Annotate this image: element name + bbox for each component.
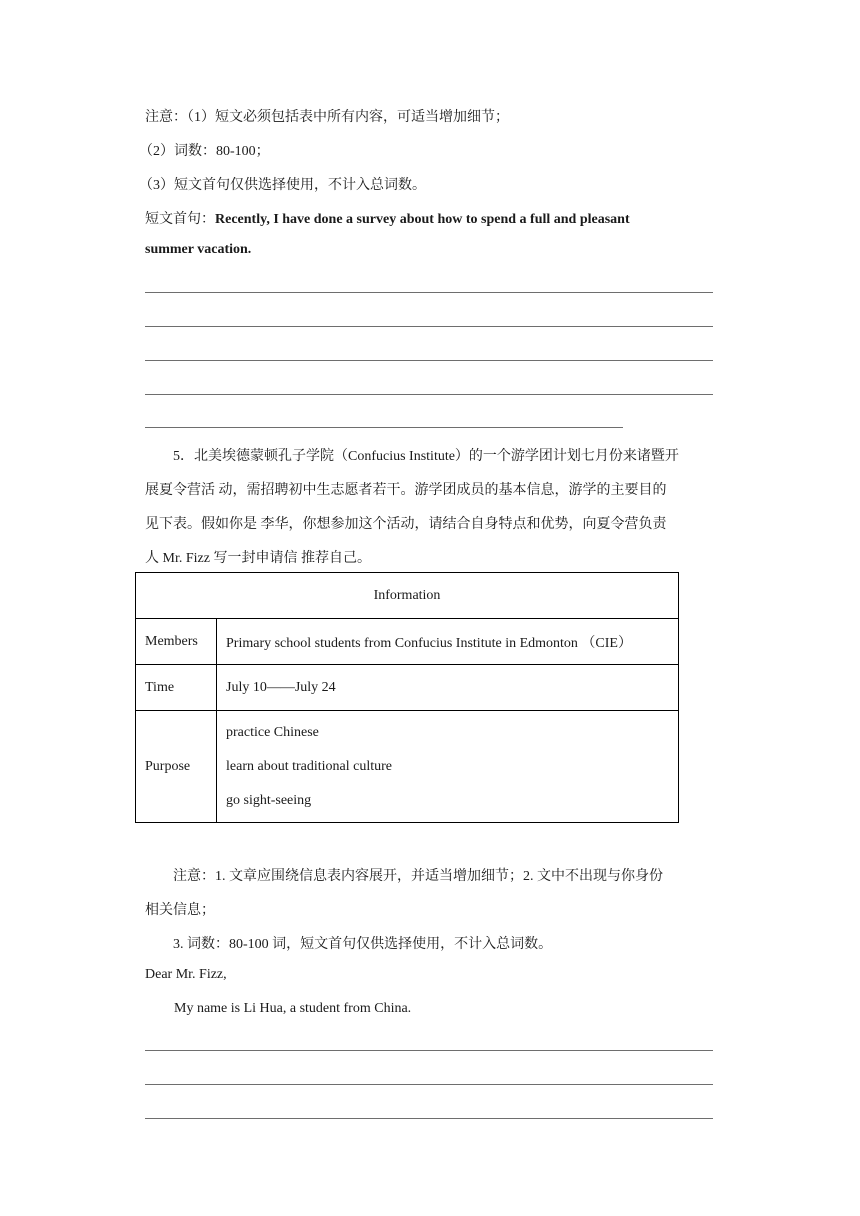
time-label: Time — [136, 665, 217, 711]
members-value: Primary school students from Confucius Institute in Edmonton （CIE） — [217, 619, 679, 665]
purpose-item: practice Chinese — [226, 724, 319, 740]
note-5-line-2: 相关信息； — [145, 903, 215, 918]
first-sentence-label: 短文首句： — [145, 212, 215, 227]
opening-sentence: My name is Li Hua, a student from China. — [174, 1001, 412, 1016]
answer-line — [145, 1050, 713, 1051]
table-row — [136, 665, 679, 711]
answer-line — [145, 427, 623, 428]
note-line-3: （3）短文首句仅供选择使用，不计入总词数。 — [139, 178, 426, 193]
answer-line — [145, 360, 713, 361]
purpose-item: go sight-seeing — [226, 792, 312, 808]
first-sentence-continued: summer vacation. — [145, 242, 252, 257]
information-table — [135, 572, 679, 823]
answer-line — [145, 326, 713, 327]
note-line-1: 注意：（1）短文必须包括表中所有内容，可适当增加细节； — [145, 110, 509, 125]
first-sentence — [145, 208, 630, 228]
table-row — [136, 711, 679, 823]
table-row — [136, 619, 679, 665]
table-row — [136, 573, 679, 619]
first-sentence-text: Recently, I have done a survey about how to spend a full and pleasant — [215, 212, 630, 227]
purpose-list — [217, 711, 679, 823]
answer-line — [145, 1118, 713, 1119]
answer-line — [145, 1084, 713, 1085]
purpose-item: learn about traditional culture — [226, 758, 392, 774]
question-5-intro-line-2: 展夏令营活 动，需招聘初中生志愿者若干。游学团成员的基本信息，游学的主要目的 — [145, 483, 667, 498]
answer-line — [145, 292, 713, 293]
time-value: July 10——July 24 — [217, 665, 679, 711]
salutation: Dear Mr. Fizz, — [145, 967, 227, 982]
answer-line — [145, 394, 713, 395]
question-5-intro-line-3: 见下表。假如你是 李华，你想参加这个活动，请结合自身特点和优势，向夏令营负责 — [145, 517, 667, 532]
note-line-2: （2）词数：80-100； — [139, 144, 270, 159]
table-header: Information — [136, 573, 679, 619]
note-5-line-3: 3. 词数：80-100 词，短文首句仅供选择使用，不计入总词数。 — [173, 937, 553, 952]
question-5-intro-line-1: 5．北美埃德蒙顿孔子学院（Confucius Institute）的一个游学团计划七月份来诸暨开 — [173, 449, 679, 464]
question-5-intro-line-4: 人 Mr. Fizz 写一封申请信 推荐自己。 — [145, 551, 371, 566]
purpose-label: Purpose — [136, 711, 217, 823]
note-5-line-1: 注意：1. 文章应围绕信息表内容展开，并适当增加细节；2. 文中不出现与你身份 — [173, 869, 663, 884]
members-label: Members — [136, 619, 217, 665]
